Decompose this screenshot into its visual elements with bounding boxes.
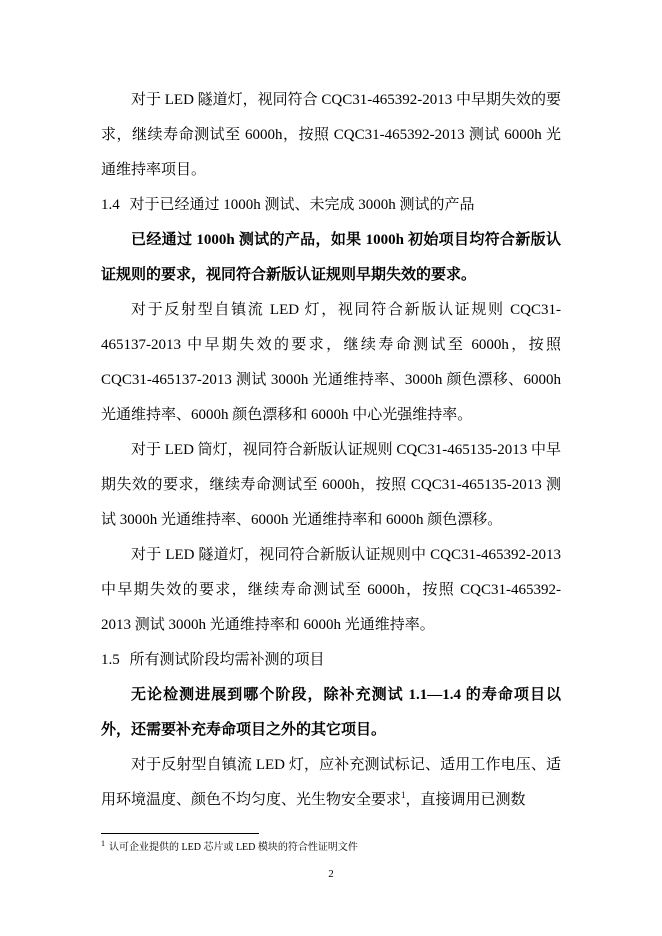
section-heading-1-4 bbox=[101, 188, 561, 223]
page-number: 2 bbox=[328, 868, 334, 880]
section-number: 1.4 bbox=[101, 197, 120, 213]
paragraph-reflector-supplementary bbox=[101, 748, 561, 818]
paragraph-text-continued: ，直接调用已测数 bbox=[405, 792, 526, 808]
footnote bbox=[101, 840, 358, 856]
footnote-separator bbox=[101, 833, 259, 834]
body-text bbox=[101, 83, 561, 818]
section-title: 所有测试阶段均需补测的项目 bbox=[129, 652, 325, 668]
paragraph-reflector-lamp: 对于反射型自镇流 LED 灯，视同符合新版认证规则 CQC31-465137-2013 中早期失效的要求，继续寿命测试至 6000h，按照 CQC31-465137-2013 测试 3000h 光通维持率、3000h 颜色漂移、6000h 光通维持率、6000h 颜色漂移和 6000h 中心光强维持率。 bbox=[101, 302, 561, 423]
paragraph-bold-all-stages: 无论检测进展到哪个阶段，除补充测试 1.1—1.4 的寿命项目以外，还需要补充寿命项目之外的其它项目。 bbox=[101, 687, 561, 738]
section-heading-1-5 bbox=[101, 643, 561, 678]
footnote-mark: 1 bbox=[101, 838, 105, 848]
paragraph-led-downlight: 对于 LED 筒灯，视同符合新版认证规则 CQC31-465135-2013 中早期失效的要求，继续寿命测试至 6000h，按照 CQC31-465135-2013 测试 3000h 光通维持率、6000h 光通维持率和 6000h 颜色漂移。 bbox=[101, 442, 561, 528]
paragraph-bold-1000h-rule: 已经通过 1000h 测试的产品，如果 1000h 初始项目均符合新版认证规则的要求，视同符合新版认证规则早期失效的要求。 bbox=[101, 232, 561, 283]
paragraph-text: 对于反射型自镇流 LED 灯，应补充测试标记、适用工作电压、适用环境温度、颜色不均匀度、光生物安全要求 bbox=[101, 757, 561, 808]
footnote-text: 认可企业提供的 LED 芯片或 LED 模块的符合性证明文件 bbox=[109, 842, 358, 853]
paragraph-led-tunnel-6000h: 对于 LED 隧道灯，视同符合 CQC31-465392-2013 中早期失效的要求，继续寿命测试至 6000h，按照 CQC31-465392-2013 测试 6000h 光通维持率项目。 bbox=[101, 92, 561, 178]
section-number: 1.5 bbox=[101, 652, 120, 668]
footnote-reference[interactable]: 1 bbox=[401, 790, 406, 800]
section-title: 对于已经通过 1000h 测试、未完成 3000h 测试的产品 bbox=[129, 197, 475, 213]
paragraph-led-tunnel-new-rule: 对于 LED 隧道灯，视同符合新版认证规则中 CQC31-465392-2013 中早期失效的要求，继续寿命测试至 6000h，按照 CQC31-465392-2013 测试 3000h 光通维持率和 6000h 光通维持率。 bbox=[101, 547, 561, 633]
